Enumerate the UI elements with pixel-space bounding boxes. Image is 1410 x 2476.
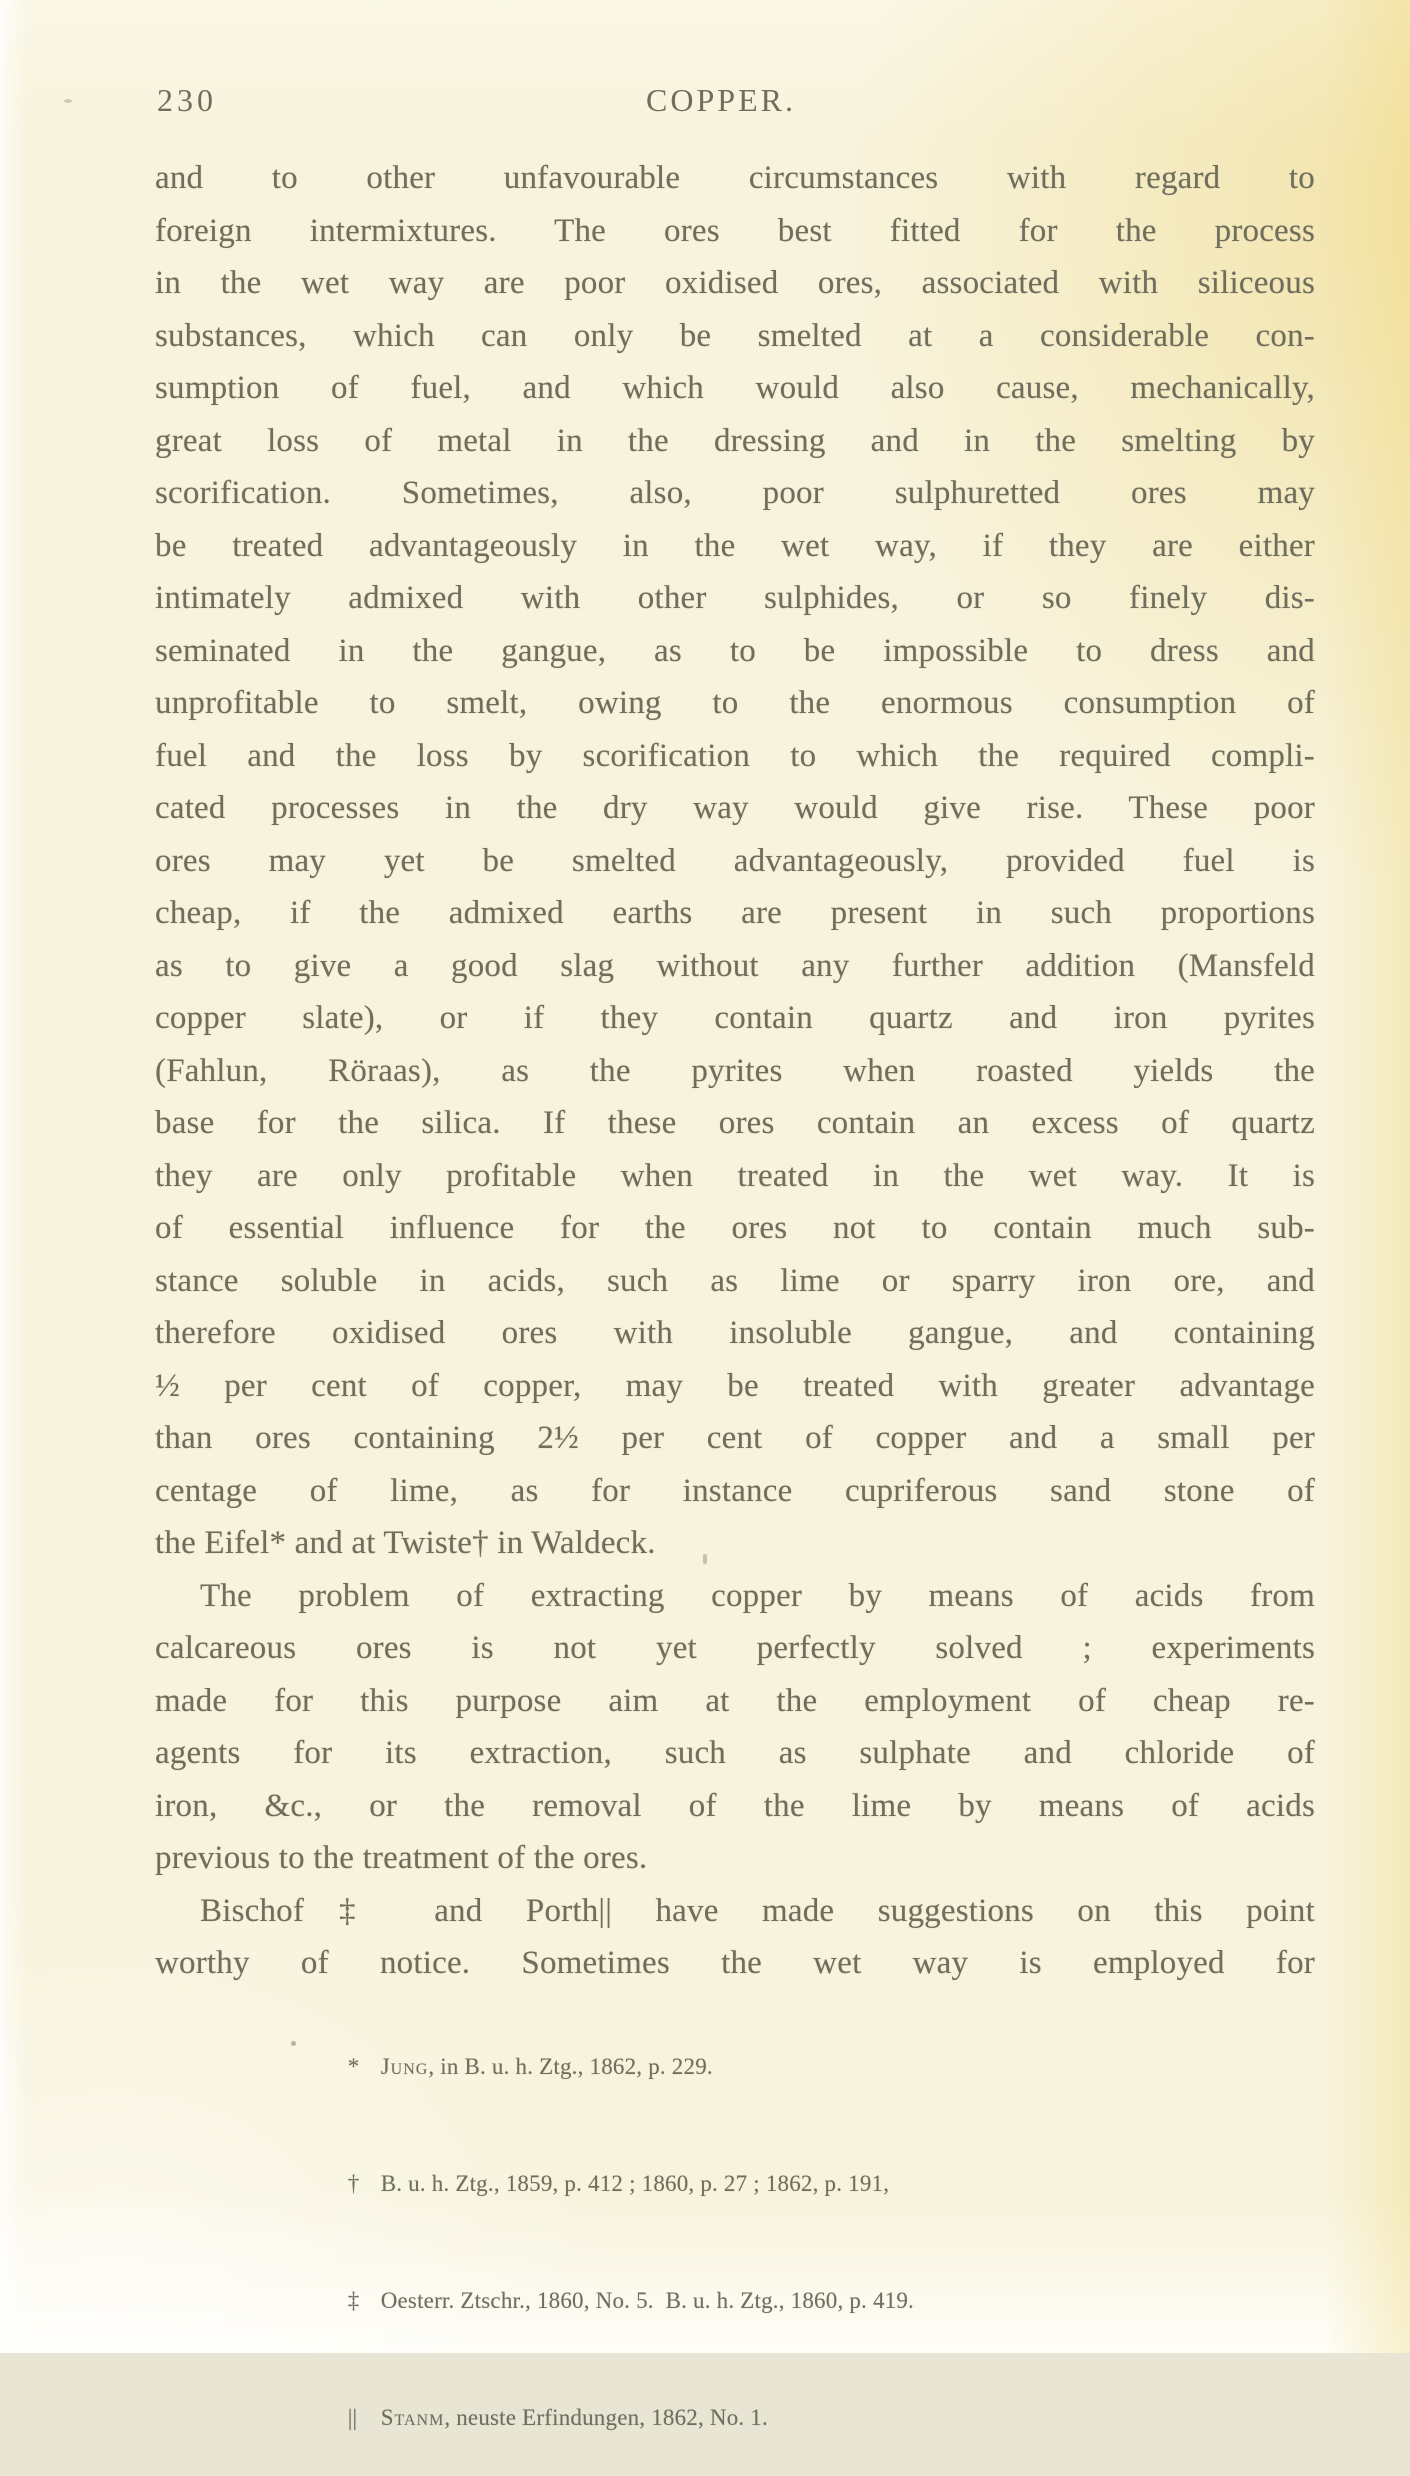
text-line: (Fahlun, Röraas), as the pyrites when roasted yields the bbox=[155, 1052, 1315, 1089]
page-header bbox=[155, 82, 1315, 124]
footnote-text: , in B. u. h. Ztg., 1862, p. 229. bbox=[428, 2054, 713, 2079]
scan-speck bbox=[64, 99, 72, 103]
text-line: worthy of notice. Sometimes the wet way is employed for bbox=[155, 1945, 1315, 1981]
text-line: seminated in the gangue, as to be impossible to dress and bbox=[155, 632, 1315, 669]
text-line: great loss of metal in the dressing and in the smelting by bbox=[155, 422, 1315, 459]
text-line: of essential influence for the ores not to contain much sub- bbox=[155, 1210, 1315, 1246]
footnote bbox=[312, 2242, 1322, 2359]
text-line: unprofitable to smelt, owing to the enormous consumption of bbox=[155, 685, 1315, 721]
text-line: base for the silica. If these ores contain an excess of quartz bbox=[155, 1105, 1315, 1141]
text-line: Bischof‡ and Porth|| have made suggestions on this point bbox=[200, 1892, 1315, 1929]
text-line: the Eifel* and at Twiste† in Waldeck. bbox=[155, 1525, 656, 1561]
footnote-marker: * bbox=[347, 2054, 360, 2079]
footnote-marker: ‡ bbox=[347, 2288, 360, 2313]
text-line: in the wet way are poor oxidised ores, associated with siliceous bbox=[155, 265, 1315, 301]
text-line: be treated advantageously in the wet way, if they are either bbox=[155, 527, 1315, 564]
text-line: ½ per cent of copper, may be treated with greater advantage bbox=[155, 1367, 1315, 1404]
text-line: fuel and the loss by scorification to which the required compli- bbox=[155, 737, 1315, 774]
footnotes bbox=[312, 2008, 1322, 2476]
paragraph bbox=[155, 152, 1315, 1570]
text-line: cheap, if the admixed earths are present in such proportions bbox=[155, 895, 1315, 931]
footnote-text: B. u. h. Ztg., 1859, p. 412 ; 1860, p. 27 ; 1862, p. 191, bbox=[380, 2171, 890, 2196]
text-line: they are only profitable when treated in the wet way. It is bbox=[155, 1157, 1315, 1194]
text-line: made for this purpose aim at the employment of cheap re- bbox=[155, 1682, 1315, 1719]
text-line: stance soluble in acids, such as lime or sparry iron ore, and bbox=[155, 1262, 1315, 1299]
text-line: cated processes in the dry way would give rise. These poor bbox=[155, 790, 1315, 826]
footnote-author: Jung bbox=[380, 2054, 429, 2079]
footnote-text: , neuste Erfindungen, 1862, No. 1. bbox=[444, 2405, 768, 2430]
footnote-author: Stanm bbox=[380, 2405, 445, 2430]
scan-speck bbox=[291, 2041, 296, 2046]
footnote-marker: || bbox=[347, 2405, 358, 2430]
text-line: The problem of extracting copper by means of acids from bbox=[200, 1577, 1315, 1614]
text-line: centage of lime, as for instance cupriferous sand stone of bbox=[155, 1472, 1315, 1509]
text-line: substances, which can only be smelted at a considerable con- bbox=[155, 317, 1315, 354]
text-line: than ores containing 2½ per cent of copper and a small per bbox=[155, 1420, 1315, 1456]
running-title: COPPER. bbox=[646, 82, 796, 118]
page-number: 230 bbox=[157, 82, 217, 118]
text-line: ores may yet be smelted advantageously, provided fuel is bbox=[155, 842, 1315, 879]
text-line: copper slate), or if they contain quartz and iron pyrites bbox=[155, 1000, 1315, 1036]
text-line: therefore oxidised ores with insoluble gangue, and containing bbox=[155, 1315, 1315, 1351]
footnote bbox=[312, 2008, 1322, 2125]
text-line: iron, &c., or the removal of the lime by means of acids bbox=[155, 1787, 1315, 1824]
text-line: intimately admixed with other sulphides, or so finely dis- bbox=[155, 580, 1315, 616]
footnote-text: Oesterr. Ztschr., 1860, No. 5. B. u. h. Ztg., 1860, p. 419. bbox=[380, 2288, 914, 2313]
text-line: foreign intermixtures. The ores best fitted for the process bbox=[155, 212, 1315, 249]
text-line: and to other unfavourable circumstances with regard to bbox=[155, 160, 1315, 196]
footnote bbox=[312, 2125, 1322, 2242]
text-line: scorification. Sometimes, also, poor sulphuretted ores may bbox=[155, 475, 1315, 511]
paragraph bbox=[155, 1570, 1315, 1885]
paragraph bbox=[155, 1885, 1315, 1990]
text-line: sumption of fuel, and which would also cause, mechanically, bbox=[155, 370, 1315, 406]
text-line: calcareous ores is not yet perfectly solved ; experiments bbox=[155, 1630, 1315, 1666]
text-line: agents for its extraction, such as sulphate and chloride of bbox=[155, 1735, 1315, 1771]
text-line: previous to the treatment of the ores. bbox=[155, 1840, 648, 1876]
footnote bbox=[312, 2359, 1322, 2476]
page-body bbox=[155, 152, 1315, 1990]
text-line: as to give a good slag without any further addition (Mansfeld bbox=[155, 947, 1315, 984]
footnote-marker: † bbox=[347, 2171, 360, 2196]
